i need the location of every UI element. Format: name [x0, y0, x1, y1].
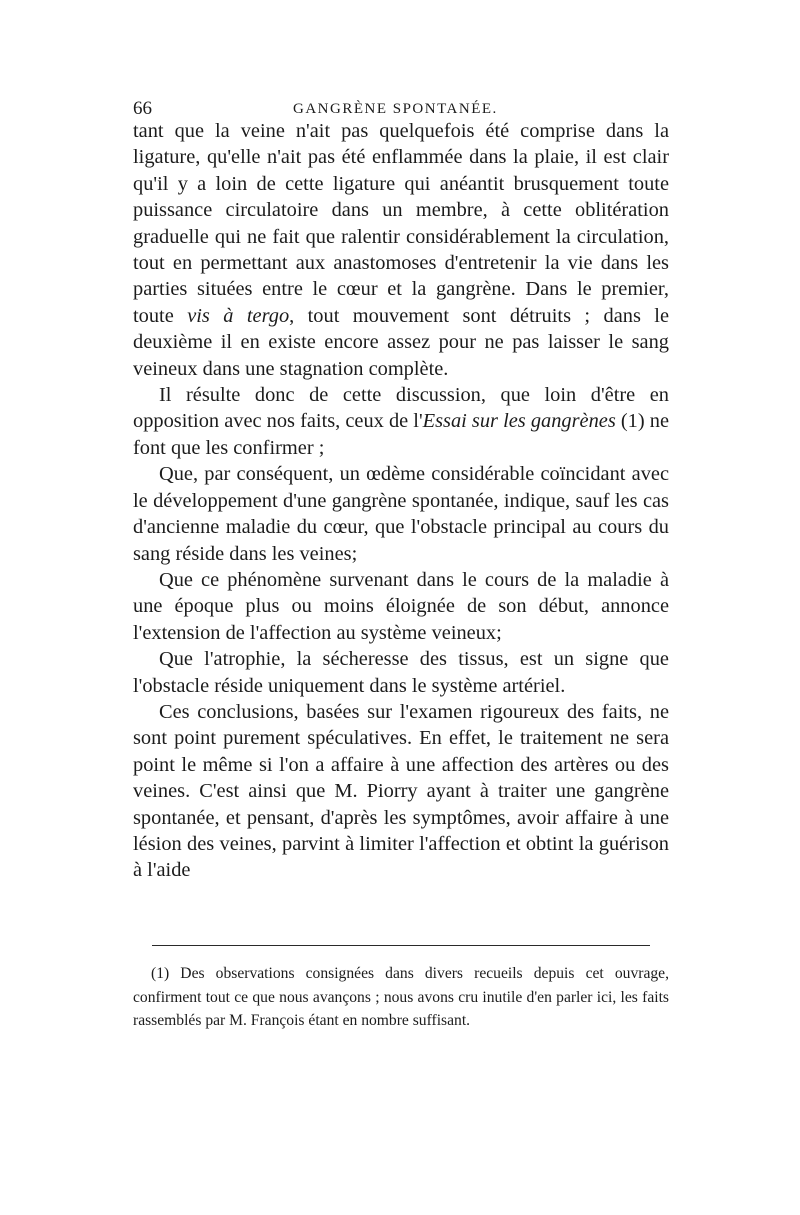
footnote-divider	[152, 945, 650, 946]
page-number: 66	[133, 98, 152, 119]
book-title: Essai sur les gangrènes	[422, 410, 616, 433]
paragraph-1	[133, 118, 669, 382]
paragraph-2	[133, 382, 669, 461]
paragraph-2-text-b: (1) ne font que les confirmer ;	[133, 410, 670, 459]
paragraph-3: Que, par conséquent, un œdème considérable coïncidant avec le développement d'une gangrène spontanée, indique, sauf les cas d'ancienne maladie du cœur, que l'obstacle principal au cours du sang réside dans les veines;	[133, 463, 669, 565]
paragraph-6: Ces conclusions, basées sur l'examen rigoureux des faits, ne sont point purement spéculatives. En effet, le traitement ne sera point le même si l'on a affaire à une affection des artères ou des veines. C'est ainsi que M. Piorry ayant à traiter une gangrène spontanée, et pensant, d'après les symptômes, avoir affaire à une lésion des veines, parvint à limiter l'affection et obtint la guérison à l'aide	[133, 700, 669, 882]
latin-phrase: vis à tergo	[187, 304, 290, 327]
paragraph-5: Que l'atrophie, la sécheresse des tissus, est un signe que l'obstacle réside uniquement dans le système artériel.	[133, 648, 669, 697]
paragraph-4: Que ce phénomène survenant dans le cours de la maladie à une époque plus ou moins éloignée de son début, annonce l'extension de l'affection au système veineux;	[133, 568, 669, 644]
paragraph-2-text-a: Il résulte donc de cette discussion, que loin d'être en opposition avec nos faits, ceux de l'	[133, 384, 669, 433]
paragraph-1-text-b: , tout mouvement sont détruits ; dans le deuxième il en existe encore assez pour ne pas laisser le sang veineux dans une stagnation complète.	[133, 304, 669, 380]
footnote-text: (1) Des observations consignées dans divers recueils depuis cet ouvrage, confirment tout ce que nous avançons ; nous avons cru inutile d'en parler ici, les faits rassemblés par M. François étant en nombre suffisant.	[133, 965, 669, 1029]
footnote	[133, 962, 669, 1033]
paragraph-1-text-a: tant que la veine n'ait pas quelquefois été comprise dans la ligature, qu'elle n'ait pas été enflammée dans la plaie, il est clair qu'il y a loin de cette ligature qui anéantit brusquement toute puissance circulatoire dans un membre, à cette oblitération graduelle qui ne fait que ralentir considérablement la circulation, tout en permettant aux anastomoses d'entretenir la vie dans les parties situées entre le cœur et la gangrène. Dans le premier, toute	[133, 120, 669, 327]
main-text	[133, 118, 669, 884]
running-title: GANGRÈNE SPONTANÉE.	[293, 101, 498, 117]
